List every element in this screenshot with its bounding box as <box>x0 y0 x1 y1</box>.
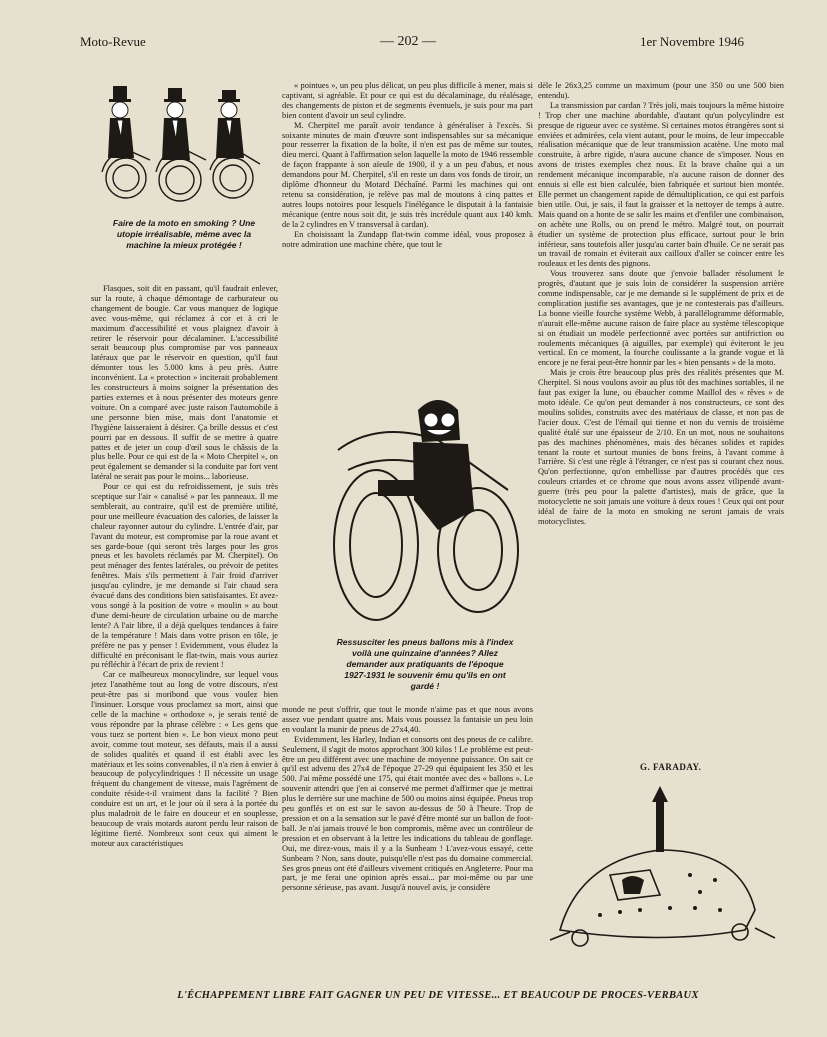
running-head-magazine: Moto-Revue <box>80 34 146 49</box>
column-2-top <box>282 81 533 373</box>
column-2-bottom <box>282 705 533 977</box>
caption-balloon-tyres: Ressusciter les pneus ballons mis à l'index voilà une quinzaine d'années? Allez demander aux pratiquants de l'époque 1927-1931 le souvenir ému qu'ils en ont gardé ! <box>336 637 514 691</box>
issue-date: 1er Novembre 1946 <box>640 34 744 49</box>
paragraph: M. Cherpitel me paraît avoir tendance à généraliser à l'excès. Si soixante minutes de main d'œuvre sont indispensables sur sa mécanique pour resserrer la fixation de la boîte, il n'en est pas de même sur toutes, dieu merci. Quant à l'affirmation selon laquelle la moto de 1946 ressemble de façon frappante à son aïeule de 1900, il y a un peu d'abus, et nous demandons pour M. Cherpitel, s'il en reste un dans vos fonds de tiroir, un diplôme d'honneur du Motard Déchaîné. Parmi les machines qui ont retenu sa considération, je relève pas mal de moutons à cinq pattes et autres loups notoires pour lesquels l'inélégance le disputait à la fantaisie mécanique (entre nous soit dit, je suis très incrédule quant aux 140 kmh. de la 2 cylindres en V transversal à cardan). <box>282 120 533 229</box>
paragraph: La transmission par cardan ? Très joli, mais toujours la même histoire ! Trop cher une machine abordable, d'autant qu'un polycylindre est presque de rigueur avec ce système. Si certaines motos étrangères sont si enviées et admirées, cela vient autant, pour le moins, de leur impeccable réalisation mécanique que de leur transmission acatène. Une moto mal construite, à arbre rigide, n'aura aucune chance de s'imposer. Nous en avons de tristes exemples chez nous. Et la brave chaîne qui a un rendement mécanique incomparable, n'a aucune raison de donner des ennuis si elle est bien calculée, bien fabriquée et surtout bien montée. Elle permet un changement rapide de démultiplication, ce qui est parfois bien utile. Oui, je sais, il faut la graisser et la nettoyer de temps à autre. Mais quand on a honte de se salir les mains et d'enfiler une combinaison, on achète une Rolls, ou on prend le métro. Malgré tout, on pourrait étudier un système de protection plus efficace, surtout pour le brin inférieur, sans toutefois aller jusqu'au carter bain d'huile. Ce ne serait pas un travail de romain et éviterait aux cailloux d'aller se coincer entre les rouleaux et les dents des pignons. <box>538 100 784 269</box>
paragraph: Evidemment, les Harley, Indian et consorts ont des pneus de ce calibre. Seulement, il s'agit de motos approchant 300 kilos ! Le problème est peut-être un peu différent avec une machine de moyenne puissance. On sait ce qu'il est advenu des 27x4 de l'époque 27-29 qui équipaient les 350 et les 500. J'ai même possédé une 175, qui était montée avec des « ballons ». Le souvenir attendri que j'en ai conservé me permet d'affirmer que je mettrai plus le derrière sur une machine de 500 ou moins ainsi équipée. Pneus trop peu gonflés et on est sur le savon au-dessus de 50 à l'heure. Trop de pression et on a la sensation sur le pavé d'être monté sur un ballon de foot-ball. Je n'ai jamais trouvé le bon compromis, même avec un contrôleur de pression et en observant à la lettre les indications du tableau de gonflage. Oui, me direz-vous, mais il y a la Sunbeam ! L'avez-vous essayé, cette Sunbeam ? Non, sans doute, puisqu'elle n'est pas du domaine commercial. Ses gros pneus ont été d'ailleurs vivement critiqués en Angleterre. Pour ma part, je me ferai une opinion après essai... par moi-même ou par une personne sérieuse, pas avant. Jusqu'à nouvel avis, je considère <box>282 734 533 893</box>
column-3 <box>538 81 784 758</box>
paragraph: Pour ce qui est du refroidissement, je suis très sceptique sur l'air « canalisé » par les panneaux. Il me semblerait, au contraire, qu'il est de première utilité, pour une meilleure évacuation des calories, de laisser la chaleur rayonner autour du cylindre. L'entrée d'air, par l'avant du moteur, est compromise par la roue avant et ses garde-boue (qui seront très larges pour les gros pneus et les bavolets réclamés par M. Cherpitel). On peut ménager des fentes latérales, ou prévoir de petites fenêtres. Mais s'ils permettent à l'air froid d'arriver jusqu'au cylindre, je me demande si l'air chaud sera évacué dans des conditions bien satisfaisantes. Et avez-vous songé à la position de votre « moulin » au bout d'une demi-heure de circulation urbaine ou de marche lente? A l'air libre, il a déjà quelques tendances à faire de la température ! Mais dans votre prison en tôle, je préfère ne pas y penser ! Evidemment, vous éludez la difficulté en préconisant le flat-twin, mais vous auriez pu réfléchir à l'écart de prix de revient ! <box>91 482 278 670</box>
paragraph: Flasques, soit dit en passant, qu'il faudrait enlever, sur la route, à chaque démontage de carburateur ou changement de bougie. Car vous manquez de logique avec vous-même, qui réclamez à cor et à cri le maximum d'accessibilité et vous plaignez d'avoir à retirer le réservoir pour décalaminer. L'accessibilité serait beaucoup plus compromise par vos panneaux latéraux que par le réservoir en question, qu'il faut démonter tous les 5.000 kms à peu près. Autre inconvénient. La « protection » inciterait probablement les constructeurs à moins soigner la présentation des parties externes et à nous présenter des moteurs genre voiture. On a comparé avec juste raison l'automobile à une personne bien mise, mais dont l'anatomie et l'hygiène laisseraient à désirer. Ça brille dessus et c'est pourri par en dessous. Il suffit de se mettre à quatre pattes et de jeter un coup d'œil sous le châssis de la plus belle. Pour ce qui est de la « Moto Cherpitel », on peut également se demander si la conduite par fort vent latéral ne serait pas pour le moins... laborieuse. <box>91 284 278 482</box>
paragraph: Car ce malheureux monocylindre, sur lequel vous jetez l'anathème tout au long de votre discours, n'est peut-être pas si moribond que vous voulez bien l'insinuer. Lorsque vous proclamez sa mort, ainsi que celle de la machine « orthodoxe », je serais tenté de vous répondre par la phrase célèbre : « Les gens que vous tuez se portent bien ». Le bon vieux mono peut avoir, comme tout moteur, ses défauts, mais il a aussi de solides qualités et quand il est établi avec les matériaux et les soins convenables, il n'a rien à envier à beaucoup de polycylindriques ! Il nécessite un usage fréquent du changement de vitesse, mais l'agrément de conduite réside-t-il vraiment dans la facilité ? Bien conduire est un art, et le jour où il sera à la portée du plus maladroit de le faire en douceur et en souplesse, beaucoup de vrais motards auront perdu leur raison de légitime fierté. Nombreux sont ceux qui aiment le moteur aux caractéristiques <box>91 670 278 848</box>
caption-smoking: Faire de la moto en smoking ? Une utopie irréalisable, même avec la machine la mieux protégée ! <box>112 218 256 250</box>
paragraph: En choisissant la Zundapp flat-twin comme idéal, vous proposez à notre admiration une machine chère, que tout le <box>282 229 533 249</box>
author-signature: G. FARADAY. <box>640 762 702 772</box>
enclosed-motorcycle-cartoon <box>540 780 780 975</box>
page-number: — 202 — <box>380 34 436 49</box>
column-1 <box>91 284 278 976</box>
paragraph: « pointues », un peu plus délicat, un peu plus difficile à mener, mais si captivant, si agréable. Et pour ce qui est du décalaminage, du réalésage, des changements de piston et de segments éventuels, je suis pour ma part bien content d'avoir un seul cylindre. <box>282 81 533 120</box>
paragraph: dèle le 26x3,25 comme un maximum (pour une 350 ou une 500 bien entendu). <box>538 81 784 100</box>
page-footer-slogan: L'ÉCHAPPEMENT LIBRE FAIT GAGNER UN PEU DE VITESSE... ET BEAUCOUP DE PROCES-VERBAUX <box>177 990 699 1001</box>
paragraph: Mais je crois être beaucoup plus près des réalités présentes que M. Cherpitel. Si nous voulons avoir au plus tôt des machines sortables, il ne faut pas exiger la lune, ou ébaucher comme Maillol des « rêves » de moto idéale. Ce qu'on peut demander à nos constructeurs, ce sont des moulins solides, construits avec des matériaux de classe, et non pas de l'acier doux. C'est de l'émail qui tienne et non du vernis de troisième qualité étalé sur une épaisseur de 2/10. En un mot, nous ne souhaitons pas des machines phénomènes, mais des bécanes solides et rapides tenant la route et surtout munies de bons freins, à l'avant comme à l'arrière. Si c'est une règle à l'étranger, ce n'est pas si courant chez nous. Qu'on perfectionne, qu'on embellisse par d'autres procédés que ces couleurs criardes et ce chrome que nous avons assez vilipendé avant-guerre (très peu pour la palette d'artistes), mais de grâce, que la motocyclette ne soit jamais une voiture à deux roues ! Ceux qui ont pour idéal de faire de la moto en smoking ne seront jamais de vrais motocyclistes. <box>538 368 784 526</box>
smoking-riders-illustration <box>88 68 273 218</box>
paragraph: Vous trouverez sans doute que j'envoie ballader résolument le progrès, d'autant que je suis loin de considérer la suspension arrière comme indispensable, car je me demande si le supplément de prix et de complication justifie ses avantages, que je ne contesterais pas d'ailleurs. La bonne vieille fourche système Webb, à parallélogramme déformable, n'aurait elle-même aucune raison de faire place au système télescopique si on étudiait un modèle perfectionné avec portées sur antifriction ou roulements mécaniques (à aiguilles, par exemple) qui éviteront le jeu vertical. En ce moment, la fourche coulissante a la grande vogue et là encore je ne ferai peut-être honnir par les « bien pensants » de la moto. <box>538 269 784 368</box>
balloon-tyre-motorcycle-illustration <box>318 380 533 635</box>
paragraph: monde ne peut s'offrir, que tout le monde n'aime pas et que nous avons assez vue pendant quatre ans. Mais vous poussez la fantaisie un peu loin en voulant la munir de pneus de 27x4,40. <box>282 705 533 734</box>
